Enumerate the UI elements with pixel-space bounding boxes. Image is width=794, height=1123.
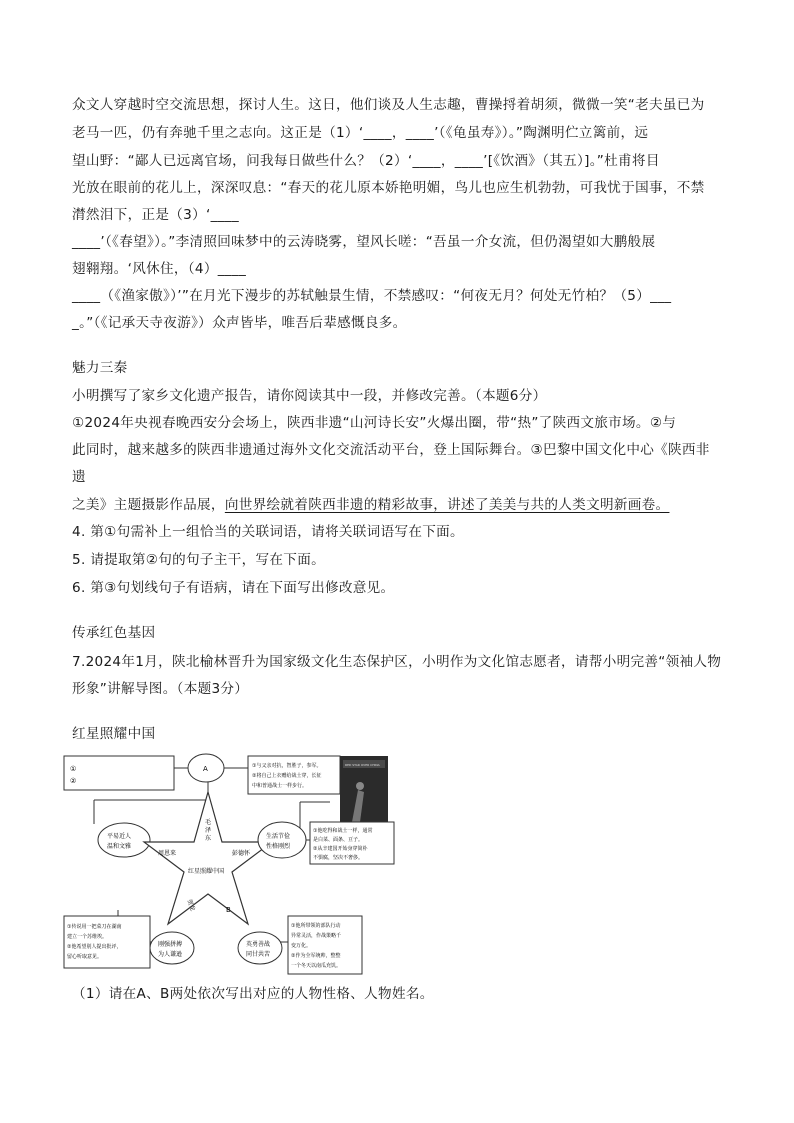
passage-line: _。”（《记承天寺夜游》）众声皆毕，唯吾后辈感慨良多。 — [72, 315, 407, 331]
passage-line: 翅翱翔。‘风休住，（4）____ — [72, 261, 247, 277]
box-line: ①与父亲对抗，智胜子，参军。 — [252, 763, 322, 769]
star-label-mao-3: 东 — [205, 835, 212, 842]
box-line: 变万化。 — [291, 943, 312, 949]
trait-oval-left — [98, 823, 150, 857]
label-b: B — [226, 906, 231, 914]
box-line: ②作为全军统帅，整整 — [291, 953, 341, 959]
section1-plain-text: 之美》主题摄影作品展， — [72, 497, 225, 513]
box-line: 不惧腐，坚决不奢侈。 — [313, 855, 364, 861]
section1-para-line: 此同时，越来越多的陕西非遗通过海外文化交流活动平台，登上国际舞台。③巴黎中国文化中心《陕西非 — [72, 442, 710, 458]
oval-text: 温和文雅 — [107, 843, 132, 850]
star-center-title: 红星照耀中国 — [188, 868, 225, 875]
star-label-mao-1: 毛 — [205, 819, 212, 826]
section1-para-last-line — [72, 495, 669, 515]
section1-para-line: ①2024年央视春晚西安分会场上，陕西非遗“山河诗长安”火爆出圈，带“热”了陕西文旅市场。②与 — [72, 415, 677, 431]
star-label-zhou: 周恩来 — [158, 850, 177, 857]
box-line: 是白菜、面条、豆子。 — [313, 837, 364, 843]
oval-text: 为人谦逊 — [158, 951, 183, 958]
question-4: 4. 第①句需补上一组恰当的关联词语，请将关联词语写在下面。 — [72, 524, 464, 540]
question-6: 6. 第③句划线句子有语病，请在下面写出修改意见。 — [72, 580, 395, 596]
box-line: ①他所带领的部队行动 — [291, 923, 341, 929]
answer-box-top-left — [64, 756, 174, 790]
underlined-sentence: 向世界绘就着陕西非遗的精彩故事，讲述了美美与共的人类文明新画卷。 — [224, 497, 670, 513]
box-line: ①传说用一把菜刀在湖南 — [67, 924, 122, 930]
passage-line: 老马一匹，仍有奔驰千里之志向。这正是（1）‘____，____’（《龟虽寿》）。”陶渊明伫立篱前，远 — [72, 125, 649, 141]
box-line: 异常灵活，作战策略千 — [291, 933, 342, 939]
question-5: 5. 请提取第②句的句子主干，写在下面。 — [72, 552, 325, 568]
trait-oval-bottom-mid — [150, 932, 194, 964]
box-line: ②他希望别人提出批评， — [67, 944, 122, 950]
star-label-mao-2: 泽 — [205, 827, 212, 834]
mind-map-diagram — [60, 752, 400, 980]
section1-para-line: 遗 — [72, 469, 86, 485]
passage-line: 众文人穿越时空交流思想，探讨人生。这日，他们谈及人生志趣，曹操捋着胡须，微微一笑“老夫虽已为 — [72, 97, 705, 113]
oval-text: 性格刚烈 — [266, 843, 291, 850]
box-line: ① — [70, 765, 77, 773]
passage-line: ____（《渔家傲》）’”在月光下漫步的苏轼触景生情，不禁感叹：“何夜无月？何处无竹柏？（5）___ — [72, 288, 672, 304]
box-line: ②从辛建国开始身穿简朴 — [313, 846, 368, 852]
trait-oval-right — [258, 822, 306, 858]
box-line: 中和普通战士一样步行。 — [252, 783, 308, 789]
oval-text: 英勇善战 — [246, 941, 271, 948]
star-label-peng: 彭德怀 — [232, 850, 251, 857]
passage-line: 望山野：“鄙人已远离官场，问我每日做些什么？（2）‘____，____’[《饮酒》（其五）]。”杜甫将目 — [72, 153, 660, 169]
box-line: 一个冬天以南瓜充饥。 — [291, 963, 342, 969]
box-line: 建立一个苏维埃。 — [67, 934, 108, 940]
book-cover-image — [340, 756, 388, 832]
red-star-shape — [144, 792, 272, 924]
passage-line: 潸然泪下，正是（3）‘____ — [72, 207, 240, 223]
box-line: ②将自己上衣赠给战士穿，长征 — [252, 773, 322, 779]
book-title-text: RED STAR OVER CHINA — [345, 763, 380, 767]
oval-text: 平易近人 — [107, 833, 132, 840]
question-7-line: 形象”讲解导图。（本题3分） — [72, 681, 249, 697]
section-title-meili-sanqin: 魅力三秦 — [72, 360, 128, 376]
diagram-title: 红星照耀中国 — [72, 726, 156, 742]
label-a: A — [203, 765, 208, 773]
section1-intro: 小明撰写了家乡文化遗产报告，请你阅读其中一段，并修改完善。（本题6分） — [72, 388, 547, 404]
oval-text: 生活节俭 — [266, 833, 291, 840]
oval-text: 刚强拼搏 — [158, 941, 183, 948]
passage-line: 光放在眼前的花儿上，深深叹息：“春天的花儿原本娇艳明媚，鸟儿也应生机勃勃，可我忧于国事，不禁 — [72, 180, 705, 196]
box-line: ② — [70, 777, 77, 785]
section-title-red-gene: 传承红色基因 — [72, 625, 156, 641]
box-line: ①他吃得和战士一样，通常 — [313, 828, 373, 834]
question-7-line: 7.2024年1月，陕北榆林晋升为国家级文化生态保护区，小明作为文化馆志愿者，请帮小明完善“领袖人物 — [72, 654, 722, 670]
star-label-he: 贺龙 — [185, 898, 197, 913]
sub-question-1: （1）请在A、B两处依次写出对应的人物性格、人物姓名。 — [72, 986, 434, 1002]
box-line: 留心听取意见。 — [67, 954, 103, 960]
trait-oval-bottom-right — [238, 932, 282, 964]
passage-line: ____’（《春望》）。”李清照回味梦中的云涛晓雾，望风长嗟：“吾虽一介女流，但仍渴望如大鹏般展 — [72, 234, 656, 250]
oval-text: 同甘共苦 — [246, 951, 271, 958]
